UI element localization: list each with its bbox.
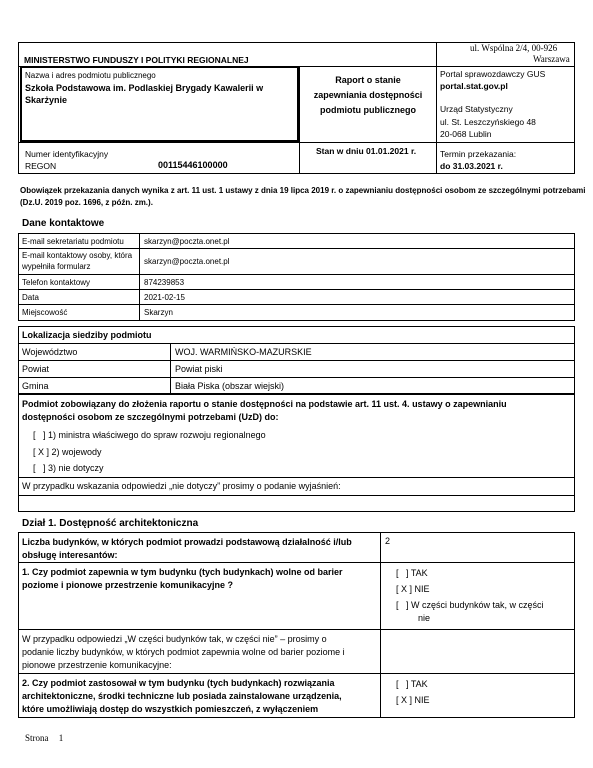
obligation-note bbox=[20, 185, 586, 209]
q1-note bbox=[22, 633, 345, 672]
obliged-explain-label: W przypadku wskazania odpowiedzi „nie dotyczy” prosimy o podanie wyjaśnień: bbox=[22, 481, 341, 491]
ministry-name: MINISTERSTWO FUNDUSZY I POLITYKI REGIONALNEJ bbox=[24, 55, 249, 65]
deadline-value: do 31.03.2021 r. bbox=[440, 161, 503, 171]
contact-value: 2021-02-15 bbox=[144, 293, 185, 302]
ministry-address-line1: ul. Wspólna 2/4, 00-926 bbox=[470, 43, 558, 53]
location-title: Lokalizacja siedziby podmiotu bbox=[22, 330, 152, 340]
q1-line2: poziome i pionowe przestrzenie komunikacyjne ? bbox=[22, 580, 234, 590]
page-number: 1 bbox=[58, 733, 64, 743]
q1-option-no[interactable]: [ X ] NIE bbox=[396, 584, 430, 594]
contact-label-cont: wypełniła formularz bbox=[22, 262, 91, 271]
ministry-address-line2: Warszawa bbox=[533, 54, 570, 64]
id-label: Numer identyfikacyjny bbox=[25, 149, 109, 159]
contact-label: Miejscowość bbox=[22, 308, 68, 317]
contact-label: Data bbox=[22, 293, 39, 302]
office-line3: 20-068 Lublin bbox=[440, 129, 492, 139]
q1-option-partial[interactable]: [ ] W części budynków tak, w części bbox=[396, 600, 544, 610]
report-title-line2: zapewniania dostępności bbox=[313, 90, 423, 100]
contact-label: Telefon kontaktowy bbox=[22, 278, 91, 287]
q1-note-line3: pionowe przestrzenie komunikacyjne: bbox=[22, 660, 172, 670]
buildings-question bbox=[22, 536, 352, 562]
location-value: Powiat piski bbox=[175, 364, 223, 374]
q1-question bbox=[22, 566, 343, 592]
buildings-value[interactable]: 2 bbox=[385, 536, 391, 546]
portal-label: Portal sprawozdawczy GUS bbox=[440, 69, 546, 79]
regon-value: 00115446100000 bbox=[158, 160, 228, 170]
contact-label: E-mail kontaktowy osoby, która bbox=[22, 251, 133, 260]
location-value: WOJ. WARMIŃSKO-MAZURSKIE bbox=[175, 347, 312, 357]
contact-label: E-mail sekretariatu podmiotu bbox=[22, 237, 124, 246]
obliged-option-not-applicable[interactable]: [ ] 3) nie dotyczy bbox=[33, 463, 104, 473]
entity-name-line2: Skarżynie bbox=[25, 95, 68, 105]
obliged-option-voivode[interactable]: [ X ] 2) wojewody bbox=[33, 447, 102, 457]
entity-name-line1: Szkoła Podstawowa im. Podlaskiej Brygady Kawalerii w bbox=[25, 83, 264, 93]
location-label: Gmina bbox=[22, 381, 49, 391]
obligation-line1: Obowiązek przekazania danych wynika z art. 11 ust. 1 ustawy z dnia 19 lipca 2019 r. o zapewnianiu dostępności osobom ze szczególnymi potrzebami bbox=[20, 186, 586, 195]
office-line1: Urząd Statystyczny bbox=[440, 104, 513, 114]
obligation-line2: (Dz.U. 2019 poz. 1696, z późn. zm.). bbox=[20, 198, 153, 207]
state-date: Stan w dniu 01.01.2021 r. bbox=[316, 146, 417, 156]
deadline-label: Termin przekazania: bbox=[440, 149, 517, 159]
report-title-line1: Raport o stanie bbox=[335, 75, 401, 85]
contact-value: skarzyn@poczta.onet.pl bbox=[144, 237, 230, 246]
contact-value: skarzyn@poczta.onet.pl bbox=[144, 257, 230, 266]
q1-line1: 1. Czy podmiot zapewnia w tym budynku (tych budynkach) wolne od barier bbox=[22, 567, 343, 577]
buildings-line2: obsługę interesantów: bbox=[22, 550, 118, 560]
obliged-option-minister[interactable]: [ ] 1) ministra właściwego do spraw rozwoju regionalnego bbox=[33, 430, 266, 440]
obliged-title bbox=[22, 398, 507, 424]
q1-note-line2: podanie liczby budynków, w których podmiot zapewnia wolne od barier poziome i bbox=[22, 647, 345, 657]
section1-title: Dział 1. Dostępność architektoniczna bbox=[22, 518, 199, 529]
contact-value: 874239853 bbox=[144, 278, 185, 287]
contact-value: Skarzyn bbox=[144, 308, 173, 317]
portal-url[interactable]: portal.stat.gov.pl bbox=[440, 81, 508, 91]
q1-note-line1: W przypadku odpowiedzi „W części budynków tak, w części nie” – prosimy o bbox=[22, 634, 327, 644]
office-line2: ul. St. Leszczyńskiego 48 bbox=[440, 117, 536, 127]
location-label: Powiat bbox=[22, 364, 50, 374]
contacts-title: Dane kontaktowe bbox=[22, 218, 105, 229]
report-title-line3: podmiotu publicznego bbox=[320, 105, 416, 115]
obliged-title-line1: Podmiot zobowiązany do złożenia raportu o stanie dostępności na podstawie art. 11 ust. 4. ustawy o zapewnianiu bbox=[22, 399, 507, 409]
q1-option-partial-cont: nie bbox=[418, 613, 431, 623]
regon-label: REGON bbox=[25, 161, 57, 171]
q1-option-yes[interactable]: [ ] TAK bbox=[396, 568, 428, 578]
obliged-title-line2: dostępności osobom ze szczególnymi potrzebami (UzD) do: bbox=[22, 412, 279, 422]
report-title bbox=[300, 73, 436, 118]
page-label: Strona bbox=[25, 733, 49, 743]
location-value: Biała Piska (obszar wiejski) bbox=[175, 381, 285, 391]
page-footer bbox=[25, 733, 63, 743]
q2-question bbox=[22, 677, 342, 716]
q2-line3: które umożliwiają dostęp do wszystkich pomieszczeń, z wyłączeniem bbox=[22, 704, 319, 714]
location-label: Województwo bbox=[22, 347, 78, 357]
q2-option-no[interactable]: [ X ] NIE bbox=[396, 695, 430, 705]
entity-label: Nazwa i adres podmiotu publicznego bbox=[25, 71, 156, 80]
q2-option-yes[interactable]: [ ] TAK bbox=[396, 679, 428, 689]
q2-line1: 2. Czy podmiot zastosował w tym budynku (tych budynkach) rozwiązania bbox=[22, 678, 335, 688]
buildings-line1: Liczba budynków, w których podmiot prowadzi podstawową działalność i/lub bbox=[22, 537, 352, 547]
q2-line2: architektoniczne, środki techniczne lub posiada zainstalowane urządzenia, bbox=[22, 691, 342, 701]
